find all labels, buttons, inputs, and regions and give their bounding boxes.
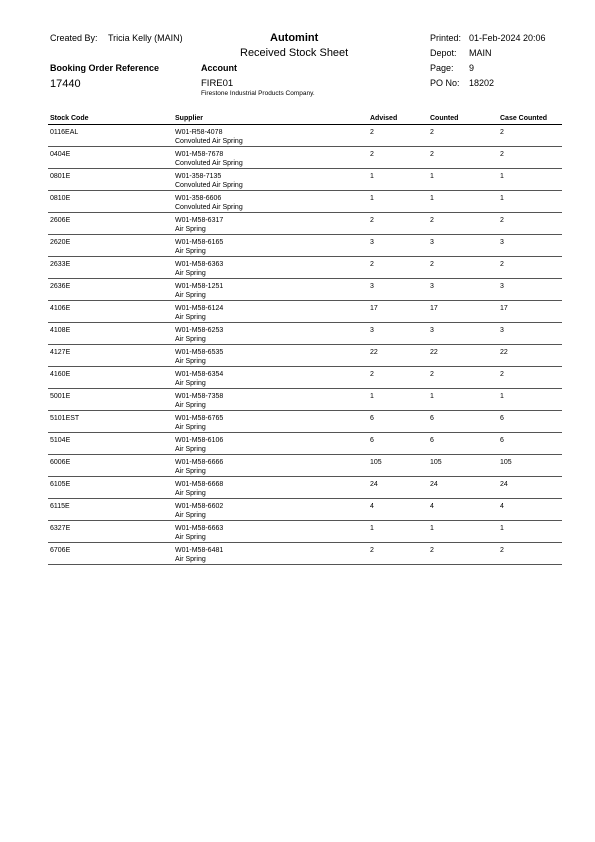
supplier-description: Air Spring (175, 291, 206, 299)
supplier-description: Convoluted Air Spring (175, 137, 243, 145)
stock-code: 2633E (50, 261, 71, 268)
page-number: 9 (469, 63, 475, 73)
counted-qty: 3 (430, 239, 434, 246)
counted-qty: 105 (430, 459, 442, 466)
supplier-code: W01-M58-6663 (175, 525, 224, 532)
case-counted-qty: 17 (500, 305, 508, 312)
counted-qty: 1 (430, 195, 434, 202)
stock-code: 5001E (50, 393, 71, 400)
depot-value: MAIN (469, 48, 492, 58)
stock-code: 6105E (50, 481, 71, 488)
advised-qty: 24 (370, 481, 378, 488)
created-by-value: Tricia Kelly (MAIN) (108, 33, 183, 43)
supplier-code: W01-M58-6253 (175, 327, 224, 334)
case-counted-qty: 2 (500, 371, 504, 378)
case-counted-qty: 3 (500, 239, 504, 246)
table-row (0, 477, 595, 499)
counted-qty: 6 (430, 437, 434, 444)
advised-qty: 2 (370, 151, 374, 158)
app-title: Automint (270, 32, 319, 44)
supplier-code: W01-M58-7358 (175, 393, 224, 400)
stock-code: 4108E (50, 327, 71, 334)
table-row (0, 235, 595, 257)
supplier-cell (175, 503, 223, 519)
table-row (0, 147, 595, 169)
advised-qty: 1 (370, 195, 374, 202)
sheet-title: Received Stock Sheet (240, 47, 349, 59)
counted-qty: 17 (430, 305, 438, 312)
counted-qty: 3 (430, 327, 434, 334)
stock-code: 4106E (50, 305, 71, 312)
advised-qty: 2 (370, 371, 374, 378)
advised-qty: 1 (370, 173, 374, 180)
case-counted-qty: 2 (500, 129, 504, 136)
case-counted-qty: 2 (500, 261, 504, 268)
stock-code: 2606E (50, 217, 71, 224)
supplier-code: W01-M58-6535 (175, 349, 224, 356)
table-row (0, 367, 595, 389)
supplier-description: Convoluted Air Spring (175, 203, 243, 211)
supplier-cell (175, 305, 223, 321)
supplier-cell (175, 547, 223, 563)
supplier-code: W01-M58-1251 (175, 283, 224, 290)
advised-qty: 2 (370, 547, 374, 554)
supplier-code: W01-M58-6481 (175, 547, 224, 554)
booking-ref-label: Booking Order Reference (50, 63, 160, 73)
supplier-cell (175, 459, 223, 475)
advised-qty: 17 (370, 305, 378, 312)
advised-qty: 105 (370, 459, 382, 466)
supplier-cell (175, 151, 243, 167)
case-counted-qty: 2 (500, 547, 504, 554)
booking-ref-value: 17440 (50, 78, 81, 90)
counted-qty: 1 (430, 173, 434, 180)
advised-qty: 6 (370, 437, 374, 444)
advised-qty: 2 (370, 217, 374, 224)
counted-qty: 2 (430, 217, 434, 224)
table-row (0, 257, 595, 279)
counted-qty: 1 (430, 525, 434, 532)
case-counted-qty: 6 (500, 415, 504, 422)
supplier-description: Air Spring (175, 467, 206, 475)
counted-qty: 2 (430, 547, 434, 554)
counted-qty: 2 (430, 129, 434, 136)
counted-qty: 2 (430, 151, 434, 158)
stock-code: 2636E (50, 283, 71, 290)
stock-table-body (0, 125, 595, 565)
supplier-cell (175, 173, 243, 189)
stock-code: 0810E (50, 195, 71, 202)
case-counted-qty: 1 (500, 195, 504, 202)
supplier-cell (175, 349, 223, 365)
po-label: PO No: (430, 78, 460, 88)
table-row (0, 169, 595, 191)
case-counted-qty: 22 (500, 349, 508, 356)
stock-code: 6006E (50, 459, 71, 466)
supplier-description: Air Spring (175, 379, 206, 387)
advised-qty: 1 (370, 393, 374, 400)
supplier-code: W01-M58-7678 (175, 151, 224, 158)
supplier-description: Air Spring (175, 423, 206, 431)
supplier-description: Air Spring (175, 357, 206, 365)
advised-qty: 3 (370, 327, 374, 334)
supplier-description: Air Spring (175, 269, 206, 277)
supplier-code: W01-M58-6602 (175, 503, 224, 510)
case-counted-qty: 2 (500, 151, 504, 158)
col-header-advised: Advised (370, 115, 398, 122)
supplier-cell (175, 393, 223, 409)
stock-code: 6115E (50, 503, 70, 510)
col-header-supplier: Supplier (175, 115, 204, 122)
supplier-cell (175, 239, 223, 255)
supplier-code: W01-358-7135 (175, 173, 222, 180)
stock-code: 0404E (50, 151, 71, 158)
po-number: 18202 (469, 78, 495, 88)
case-counted-qty: 1 (500, 173, 504, 180)
col-header-case-counted: Case Counted (500, 115, 548, 122)
account-label: Account (201, 63, 237, 73)
supplier-cell (175, 525, 223, 541)
advised-qty: 3 (370, 283, 374, 290)
table-row (0, 279, 595, 301)
case-counted-qty: 6 (500, 437, 504, 444)
counted-qty: 4 (430, 503, 434, 510)
counted-qty: 1 (430, 393, 434, 400)
printed-label: Printed: (430, 33, 462, 43)
case-counted-qty: 1 (500, 393, 504, 400)
table-row (0, 499, 595, 521)
stock-code: 0801E (50, 173, 71, 180)
supplier-description: Air Spring (175, 225, 206, 233)
row-divider (48, 564, 562, 565)
supplier-cell (175, 415, 223, 431)
depot-label: Depot: (430, 48, 457, 58)
supplier-cell (175, 283, 223, 299)
supplier-description: Air Spring (175, 555, 206, 563)
printed-value: 01-Feb-2024 20:06 (469, 33, 546, 43)
supplier-code: W01-R58-4078 (175, 129, 223, 136)
supplier-cell (175, 129, 243, 145)
supplier-code: W01-M58-6765 (175, 415, 224, 422)
supplier-code: W01-M58-6106 (175, 437, 224, 444)
table-row (0, 345, 595, 367)
supplier-code: W01-M58-6363 (175, 261, 224, 268)
stock-code: 4127E (50, 349, 71, 356)
supplier-description: Air Spring (175, 445, 206, 453)
page-label: Page: (430, 63, 454, 73)
supplier-description: Convoluted Air Spring (175, 181, 243, 189)
supplier-code: W01-M58-6317 (175, 217, 224, 224)
supplier-cell (175, 195, 243, 211)
supplier-description: Air Spring (175, 401, 206, 409)
supplier-cell (175, 481, 223, 497)
counted-qty: 2 (430, 261, 434, 268)
account-company: Firestone Industrial Products Company. (201, 90, 315, 97)
supplier-description: Convoluted Air Spring (175, 159, 243, 167)
counted-qty: 6 (430, 415, 434, 422)
supplier-code: W01-M58-6354 (175, 371, 224, 378)
stock-code: 4160E (50, 371, 71, 378)
counted-qty: 24 (430, 481, 438, 488)
stock-code: 0116EAL (50, 129, 79, 136)
col-header-counted: Counted (430, 115, 459, 122)
stock-code: 2620E (50, 239, 71, 246)
supplier-code: W01-M58-6666 (175, 459, 224, 466)
stock-code: 6327E (50, 525, 71, 532)
table-row (0, 323, 595, 345)
counted-qty: 2 (430, 371, 434, 378)
supplier-code: W01-M58-6165 (175, 239, 224, 246)
account-value: FIRE01 (201, 78, 234, 89)
created-by-label: Created By: (50, 33, 98, 43)
case-counted-qty: 4 (500, 503, 504, 510)
advised-qty: 2 (370, 261, 374, 268)
supplier-cell (175, 261, 223, 277)
supplier-cell (175, 437, 223, 453)
case-counted-qty: 3 (500, 327, 504, 334)
supplier-code: W01-358-6606 (175, 195, 222, 202)
table-row (0, 389, 595, 411)
stock-code: 5101EST (50, 415, 80, 422)
supplier-code: W01-M58-6668 (175, 481, 224, 488)
stock-code: 5104E (50, 437, 71, 444)
supplier-code: W01-M58-6124 (175, 305, 224, 312)
case-counted-qty: 1 (500, 525, 504, 532)
table-row (0, 125, 595, 147)
advised-qty: 2 (370, 129, 374, 136)
table-row (0, 455, 595, 477)
supplier-cell (175, 217, 223, 233)
case-counted-qty: 3 (500, 283, 504, 290)
counted-qty: 3 (430, 283, 434, 290)
supplier-description: Air Spring (175, 247, 206, 255)
table-row (0, 411, 595, 433)
table-row (0, 191, 595, 213)
counted-qty: 22 (430, 349, 438, 356)
table-row (0, 521, 595, 543)
supplier-description: Air Spring (175, 335, 206, 343)
supplier-description: Air Spring (175, 489, 206, 497)
table-row (0, 433, 595, 455)
advised-qty: 4 (370, 503, 374, 510)
col-header-stock-code: Stock Code (50, 115, 89, 122)
supplier-cell (175, 327, 223, 343)
table-row (0, 213, 595, 235)
supplier-description: Air Spring (175, 511, 206, 519)
supplier-cell (175, 371, 223, 387)
case-counted-qty: 24 (500, 481, 508, 488)
case-counted-qty: 2 (500, 217, 504, 224)
table-row (0, 543, 595, 565)
supplier-description: Air Spring (175, 313, 206, 321)
supplier-description: Air Spring (175, 533, 206, 541)
stock-code: 6706E (50, 547, 71, 554)
table-row (0, 301, 595, 323)
advised-qty: 22 (370, 349, 378, 356)
advised-qty: 1 (370, 525, 374, 532)
case-counted-qty: 105 (500, 459, 512, 466)
advised-qty: 3 (370, 239, 374, 246)
advised-qty: 6 (370, 415, 374, 422)
